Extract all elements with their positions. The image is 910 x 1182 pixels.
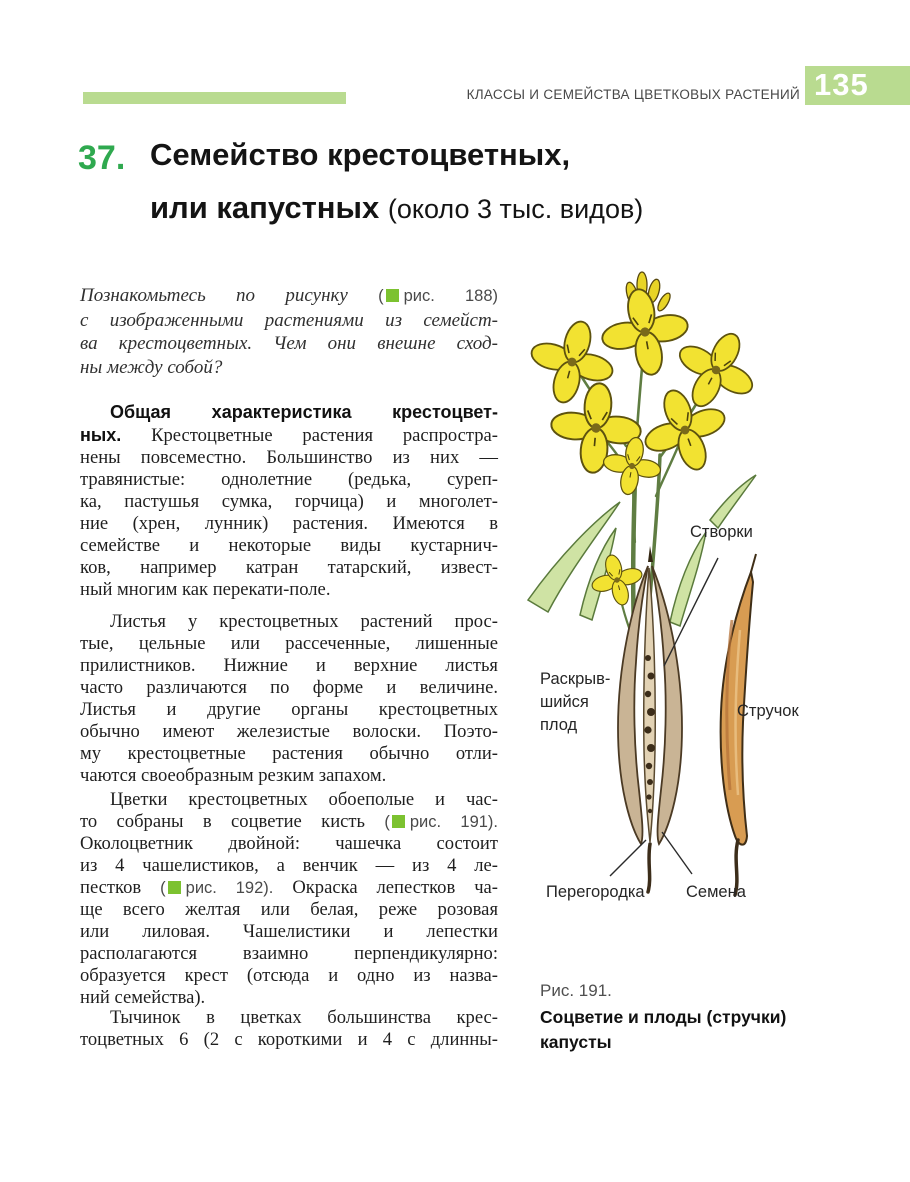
text-line: из 4 чашелистиков, а венчик — из 4 ле-	[80, 855, 498, 876]
page-number: 135	[814, 67, 869, 102]
paragraph-flowers	[80, 789, 498, 1009]
figure-ref-square-icon	[168, 881, 181, 894]
text-line	[80, 401, 498, 424]
label-opened-fruit-line3: плод	[540, 716, 578, 734]
text-line: образуется крест (отсюда и одно из назва-	[80, 965, 498, 986]
text-line: с изображенными растениями из семейст-	[80, 309, 498, 331]
body-text: пестков	[80, 877, 161, 898]
text-line: нены повсеместно. Большинство из них —	[80, 447, 498, 468]
section-number: 37.	[78, 139, 126, 177]
label-opened-fruit	[540, 668, 610, 737]
text-line: Тычинок в цветках большинства крес-	[110, 1007, 498, 1028]
text-line: ний семейства).	[80, 987, 206, 1008]
text-line: ще всего желтая или белая, реже розовая	[80, 899, 498, 920]
intro-text: Познакомьтесь по рисунку	[80, 285, 379, 306]
text-line: семействе и некоторые виды кустарнич-	[80, 535, 498, 556]
figure-caption-number: Рис. 191.	[540, 981, 612, 1000]
section-title-line2-bold: или капустных	[150, 190, 388, 225]
text-line: му крестоцветные растения обычно отли-	[80, 743, 498, 764]
paragraph-lead-bold: ных.	[80, 425, 122, 445]
label-opened-fruit-line2: шийся	[540, 693, 589, 711]
intro-question	[80, 284, 498, 379]
section-title-line2	[150, 190, 643, 226]
text-line: ны между собой?	[80, 356, 223, 378]
text-line: обычно имеют железистые волоски. Поэто-	[80, 721, 498, 742]
paragraph-lead-bold: Общая характеристика крестоцвет-	[110, 402, 498, 422]
text-line: или лиловая. Чашелистики и лепестки	[80, 921, 498, 942]
body-text: Крестоцветные растения распростра-	[151, 425, 498, 446]
figure-ref-paren: (	[384, 813, 390, 831]
figure-ref-paren: (	[378, 287, 384, 305]
label-valves: Створки	[690, 523, 753, 541]
figure-ref-square-icon	[386, 289, 399, 302]
figure-ref-192: рис. 192).	[185, 879, 274, 897]
figure-ref-188: рис. 188)	[403, 287, 498, 305]
text-line: травянистые: однолетние (редька, суреп-	[80, 469, 498, 490]
figure-ref-square-icon	[392, 815, 405, 828]
section-title-line1: Семейство крестоцветных,	[150, 137, 571, 172]
text-line: прилистников. Нижние и верхние листья	[80, 655, 498, 676]
text-line: Листья и другие органы крестоцветных	[80, 699, 498, 720]
page-number-badge	[805, 66, 910, 105]
text-line: Цветки крестоцветных обоеполые и час-	[110, 789, 498, 810]
text-line: располагаются взаимно перпендикулярно:	[80, 943, 498, 964]
figure-191-illustration	[520, 270, 898, 950]
text-line: тые, цельные или рассеченные, лишенные	[80, 633, 498, 654]
text-line: Околоцветник двойной: чашечка состоит	[80, 833, 498, 854]
paragraph-general-characteristics	[80, 401, 498, 601]
text-line: ков, например катран татарский, извест-	[80, 557, 498, 578]
text-line: часто различаются по форме и величине.	[80, 677, 498, 698]
text-line: ние (хрен, лунник) растения. Имеются в	[80, 513, 498, 534]
figure-caption-line1: Соцветие и плоды (стручки)	[540, 1007, 787, 1027]
label-silique: Стручок	[737, 702, 799, 720]
figure-caption-line2: капусты	[540, 1032, 612, 1052]
label-seeds: Семена	[686, 883, 746, 901]
text-line: ка, пастушья сумка, горчица) и многолет-	[80, 491, 498, 512]
body-text: то собраны в соцветие кисть	[80, 811, 385, 832]
body-text: Окраска лепестков ча-	[273, 877, 498, 898]
paragraph-leaves	[80, 611, 498, 787]
text-line	[80, 877, 498, 899]
label-septum: Перегородка	[546, 883, 645, 901]
text-line	[80, 811, 498, 833]
section-title-line2-note: (около 3 тыс. видов)	[387, 194, 644, 224]
text-line: чаются своеобразным резким запахом.	[80, 765, 387, 786]
text-line: тоцветных 6 (2 с короткими и 4 с длинны-	[80, 1029, 498, 1050]
label-opened-fruit-line1: Раскрыв-	[540, 670, 611, 688]
figure-ref-paren: (	[160, 879, 166, 897]
text-line	[80, 424, 498, 447]
paragraph-stamens	[80, 1007, 498, 1051]
header-green-rule	[83, 92, 346, 104]
silique-pod-drawing	[721, 554, 756, 895]
figure-ref-191: рис. 191).	[409, 813, 499, 831]
text-line	[80, 284, 498, 309]
text-line: Листья у крестоцветных растений прос-	[110, 611, 498, 632]
text-line: ва крестоцветных. Чем они внешне сход-	[80, 333, 498, 354]
text-line: ный многим как перекати-поле.	[80, 579, 331, 600]
running-title: КЛАССЫ И СЕМЕЙСТВА ЦВЕТКОВЫХ РАСТЕНИЙ	[466, 87, 800, 102]
